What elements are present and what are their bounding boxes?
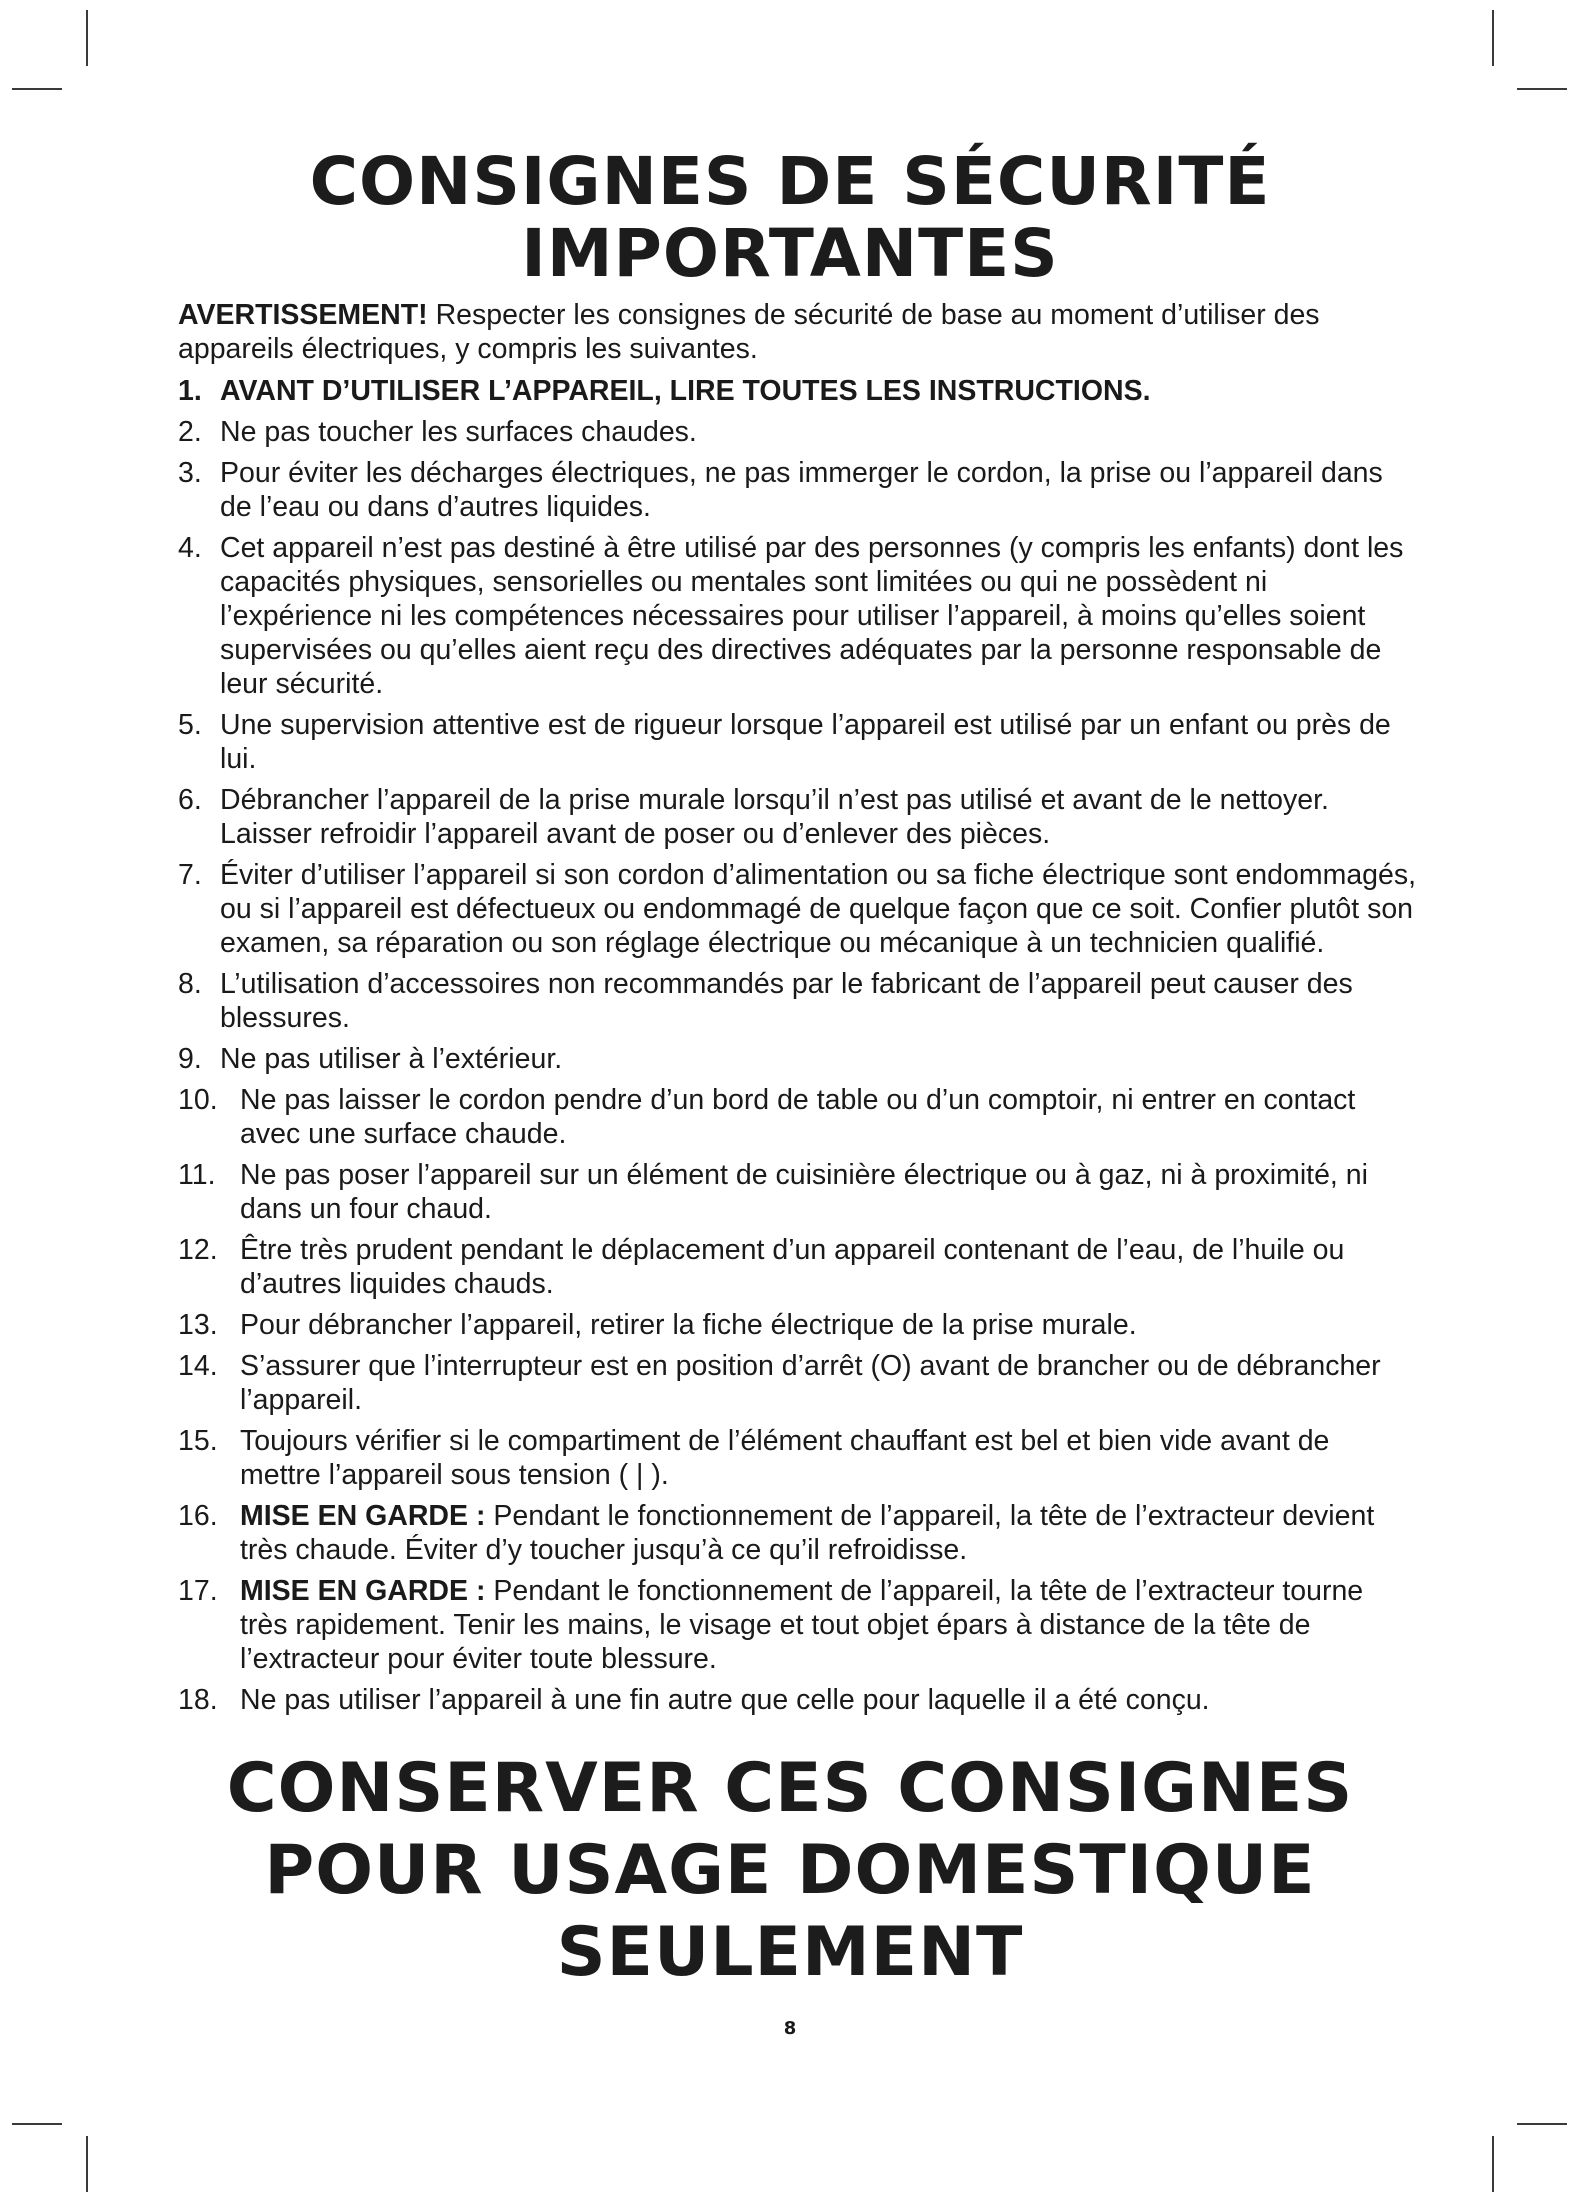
item-text-wrapper (240, 1574, 1418, 1676)
item-text: S’assurer que l’interrupteur est en position d’arrêt (O) avant de brancher ou de débrancher l’appareil. (240, 1350, 1381, 1416)
item-number: 5. (178, 709, 202, 741)
item-text: Ne pas utiliser à l’extérieur. (220, 1043, 563, 1075)
list-item (178, 967, 1418, 1035)
item-text: Être très prudent pendant le déplacement d’un appareil contenant de l’eau, de l’huile ou d’autres liquides chauds. (240, 1234, 1345, 1300)
item-number: 3. (178, 457, 202, 489)
safety-content (178, 298, 1418, 1724)
footer-line-2: POUR USAGE DOMESTIQUE (264, 1831, 1316, 1910)
caution-label: MISE EN GARDE : (240, 1500, 486, 1532)
crop-mark-top-right-horizontal (1517, 88, 1567, 90)
footer-line-1: CONSERVER CES CONSIGNES (226, 1749, 1354, 1828)
list-item (178, 858, 1418, 960)
item-text: Ne pas poser l’appareil sur un élément de cuisinière électrique ou à gaz, ni à proximité, ni dans un four chaud. (240, 1159, 1368, 1225)
item-number: 7. (178, 859, 202, 891)
item-text: Toujours vérifier si le compartiment de l’élément chauffant est bel et bien vide avant de mettre l’appareil sous tension ( | ). (240, 1425, 1330, 1491)
item-number: 2. (178, 416, 202, 448)
list-item (178, 1042, 1418, 1076)
list-item (178, 1499, 1418, 1567)
item-text: Pour débrancher l’appareil, retirer la fiche électrique de la prise murale. (240, 1309, 1137, 1341)
item-text: Ne pas utiliser l’appareil à une fin autre que celle pour laquelle il a été conçu. (240, 1684, 1210, 1716)
list-item (178, 531, 1418, 701)
item-number: 17. (178, 1575, 218, 1607)
item-text: Pour éviter les décharges électriques, ne pas immerger le cordon, la prise ou l’appareil dans de l’eau ou dans d’autres liquides. (220, 457, 1383, 523)
warning-lead: AVERTISSEMENT! (178, 299, 428, 331)
list-item (178, 415, 1418, 449)
crop-mark-bottom-left-horizontal (12, 2123, 62, 2125)
list-item (178, 708, 1418, 776)
item-text-wrapper (240, 1499, 1418, 1567)
list-item (178, 1233, 1418, 1301)
list-item (178, 1424, 1418, 1492)
item-text: AVANT D’UTILISER L’APPAREIL, LIRE TOUTES LES INSTRUCTIONS. (220, 375, 1151, 407)
page-title-line-2: IMPORTANTES (521, 215, 1059, 292)
crop-mark-top-right-vertical (1492, 10, 1494, 66)
item-number: 8. (178, 968, 202, 1000)
list-item (178, 1083, 1418, 1151)
item-number: 18. (178, 1684, 218, 1716)
item-number: 15. (178, 1425, 218, 1457)
item-text: Ne pas toucher les surfaces chaudes. (220, 416, 697, 448)
crop-mark-top-left-horizontal (12, 88, 62, 90)
instruction-list (178, 374, 1418, 1717)
item-number: 16. (178, 1500, 218, 1532)
item-number: 14. (178, 1350, 218, 1382)
list-item (178, 1574, 1418, 1676)
item-number: 11. (178, 1159, 216, 1191)
page-title-line-1: CONSIGNES DE SÉCURITÉ (309, 143, 1271, 220)
item-text: Pendant le fonctionnement de l’appareil, la tête de l’extracteur tourne très rapidement. Tenir les mains, le visage et tout objet épars à distance de la tête de l’extracteur pour éviter toute blessure. (240, 1575, 1364, 1675)
list-item (178, 456, 1418, 524)
item-text: Cet appareil n’est pas destiné à être utilisé par des personnes (y compris les enfants) dont les capacités physiques, sensorielles ou mentales sont limitées ou qui ne possèdent ni l’expérience ni les compétences nécessaires pour utiliser l’appareil, à moins qu’elles soient supervisées ou qu’elles aient reçu des directives adéquates par la personne responsable de leur sécurité. (220, 532, 1404, 700)
page-number: 8 (783, 2018, 797, 2039)
item-number: 6. (178, 784, 202, 816)
footer-line-3: SEULEMENT (556, 1913, 1024, 1992)
item-text: Pendant le fonctionnement de l’appareil, la tête de l’extracteur devient très chaude. Éviter d’y toucher jusqu’à ce qu’il refroidisse. (240, 1500, 1375, 1566)
page-title (0, 143, 1580, 292)
item-number: 10. (178, 1084, 218, 1116)
crop-mark-top-left-vertical (86, 10, 88, 66)
item-text: L’utilisation d’accessoires non recommandés par le fabricant de l’appareil peut causer des blessures. (220, 968, 1353, 1034)
item-number: 13. (178, 1309, 218, 1341)
list-item (178, 1349, 1418, 1417)
list-item (178, 1158, 1418, 1226)
item-text: Ne pas laisser le cordon pendre d’un bord de table ou d’un comptoir, ni entrer en contact avec une surface chaude. (240, 1084, 1356, 1150)
list-item (178, 374, 1418, 408)
crop-mark-bottom-right-horizontal (1517, 2123, 1567, 2125)
item-text: Éviter d’utiliser l’appareil si son cordon d’alimentation ou sa fiche électrique sont endommagés, ou si l’appareil est défectueux ou endommagé de quelque façon que ce soit. Confier plutôt son examen, sa réparation ou son réglage électrique ou mécanique à un technicien qualifié. (220, 859, 1417, 959)
warning-text: Respecter les consignes de sécurité de base au moment d’utiliser des appareils électriques, y compris les suivantes. (178, 299, 1320, 365)
save-instructions-heading (0, 1748, 1580, 1994)
warning-paragraph (178, 298, 1418, 366)
list-item (178, 1683, 1418, 1717)
crop-mark-bottom-left-vertical (86, 2136, 88, 2192)
item-number: 4. (178, 532, 202, 564)
caution-label: MISE EN GARDE : (240, 1575, 486, 1607)
item-number: 1. (178, 375, 202, 407)
item-number: 12. (178, 1234, 218, 1266)
list-item (178, 783, 1418, 851)
item-text: Une supervision attentive est de rigueur lorsque l’appareil est utilisé par un enfant ou près de lui. (220, 709, 1391, 775)
crop-mark-bottom-right-vertical (1492, 2136, 1494, 2192)
item-number: 9. (178, 1043, 202, 1075)
item-text: Débrancher l’appareil de la prise murale lorsqu’il n’est pas utilisé et avant de le nettoyer. Laisser refroidir l’appareil avant de poser ou d’enlever des pièces. (220, 784, 1329, 850)
list-item (178, 1308, 1418, 1342)
